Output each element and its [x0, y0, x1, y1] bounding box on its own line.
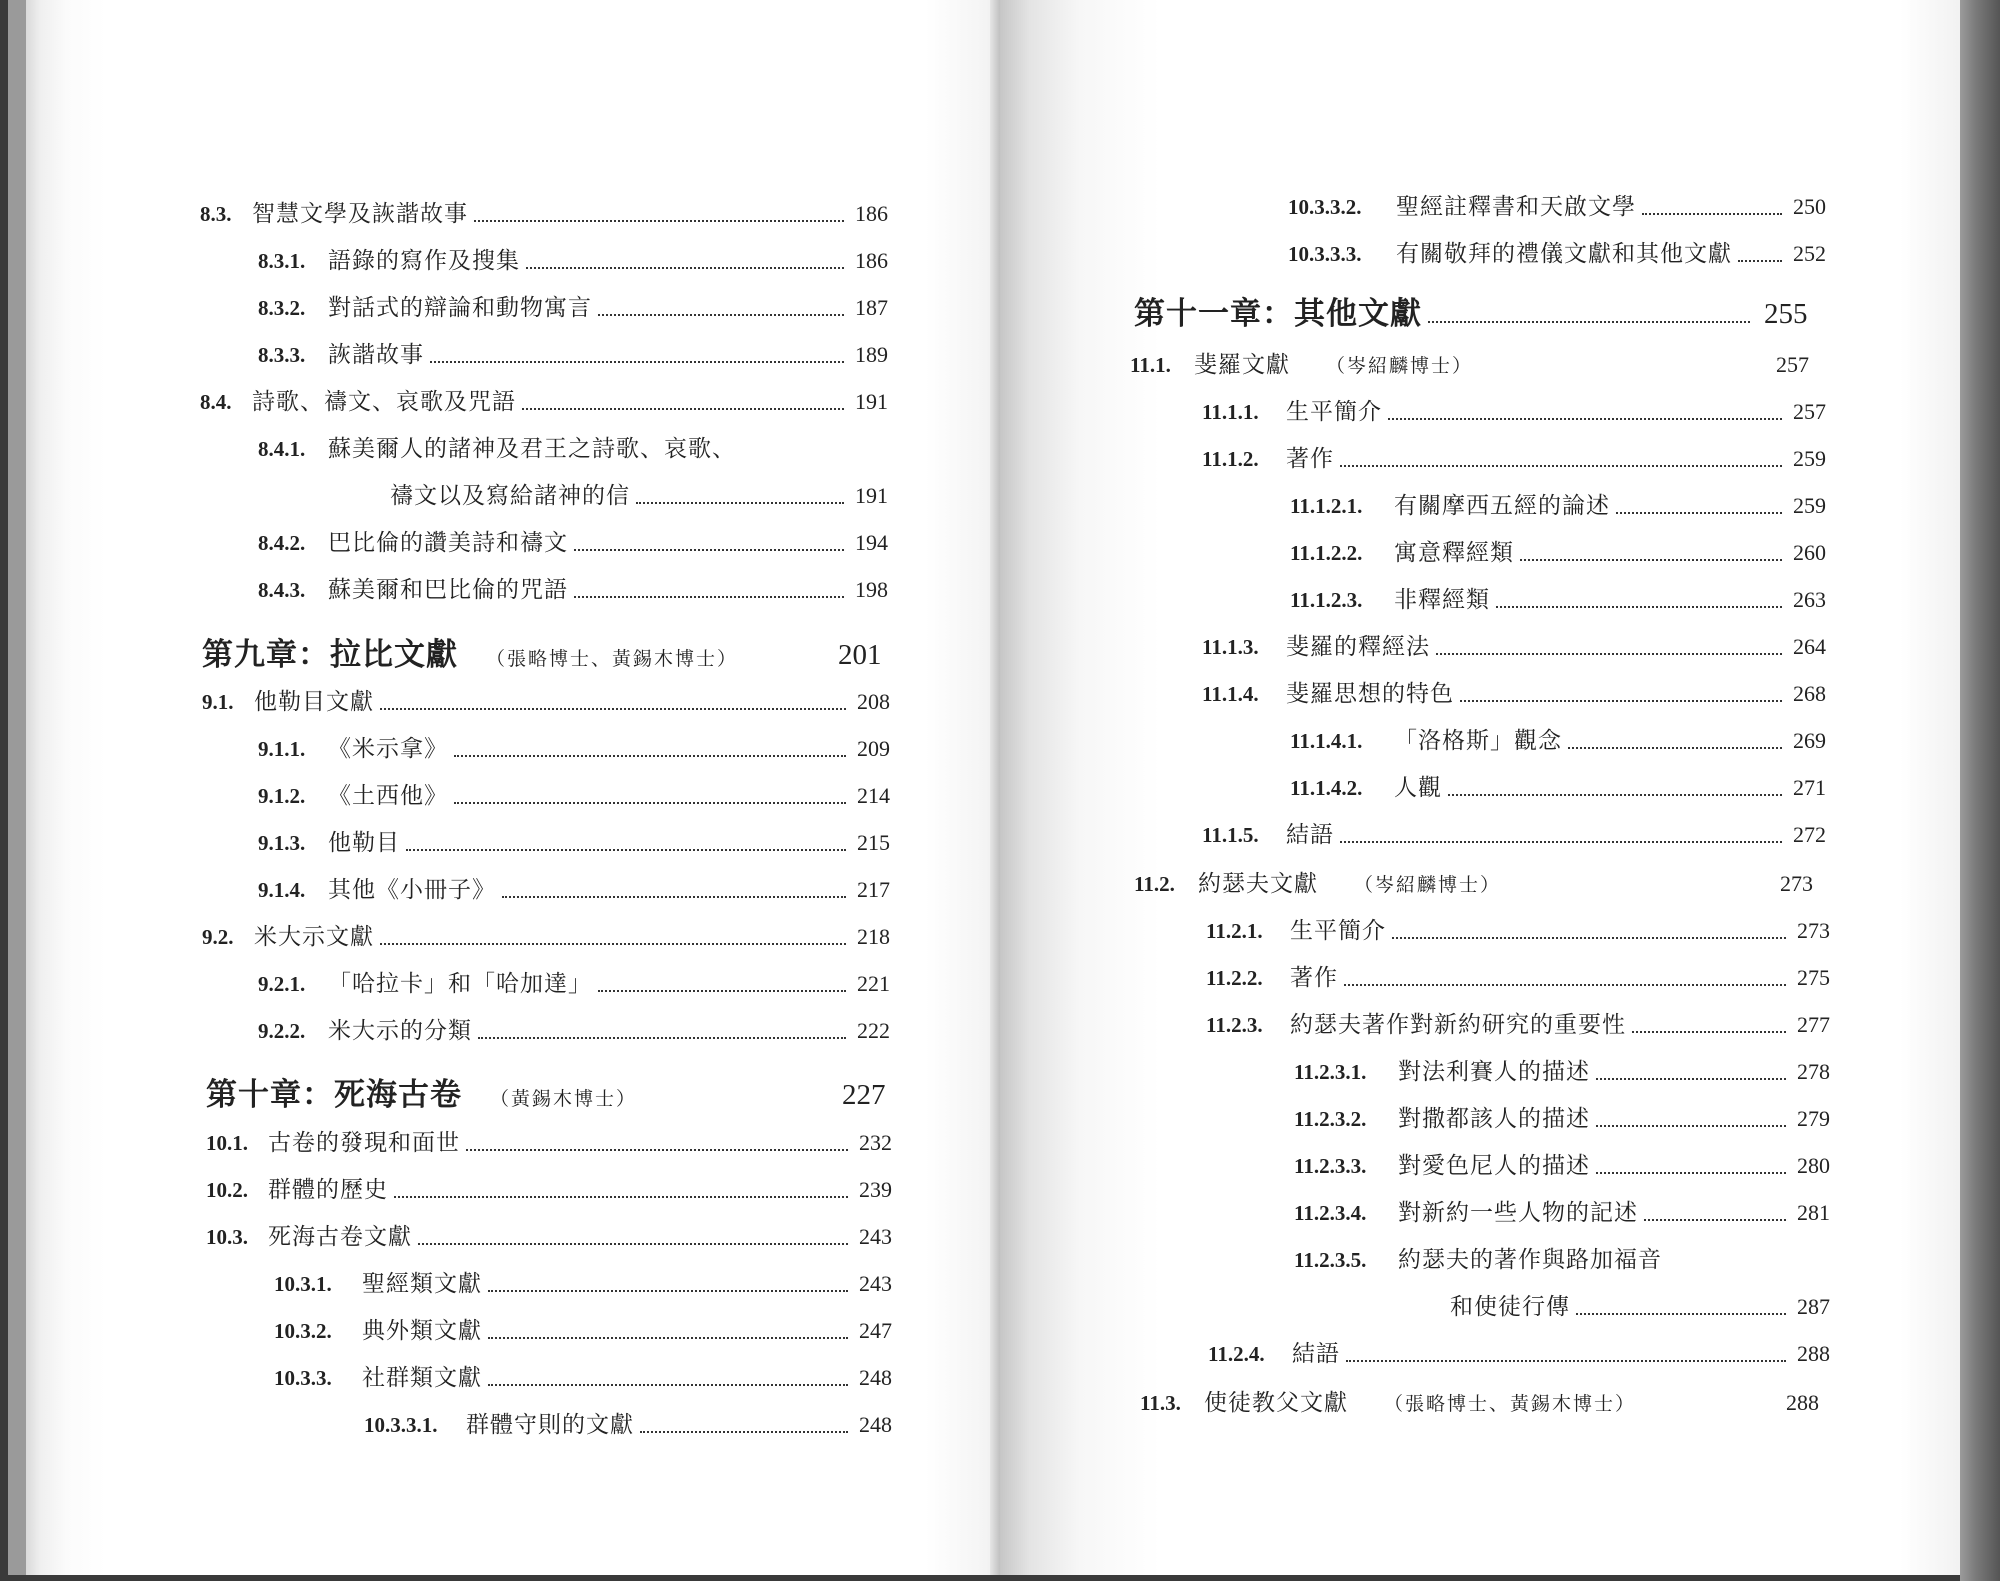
chapter-heading[interactable]: [206, 1072, 902, 1118]
toc-entry[interactable]: [274, 1314, 892, 1348]
toc-entry-title: 語錄的寫作及搜集: [328, 248, 520, 274]
leader-dots: [526, 267, 844, 269]
section-page: 257: [1776, 352, 1809, 377]
toc-entry-page: 257: [1793, 399, 1826, 424]
toc-entry[interactable]: [258, 779, 890, 813]
toc-entry[interactable]: [258, 573, 888, 607]
toc-entry[interactable]: [1206, 961, 1830, 995]
toc-entry-title: 聖經類文獻: [362, 1271, 482, 1297]
toc-entry-number: 11.2.3.3.: [1294, 1154, 1367, 1178]
toc-entry[interactable]: [258, 526, 888, 560]
toc-entry-title: 禱文以及寫給諸神的信: [390, 483, 630, 509]
toc-entry-page: 269: [1793, 728, 1826, 753]
toc-entry-title: 蘇美爾人的諸神及君王之詩歌、哀歌、: [328, 436, 736, 462]
toc-entry-number: 10.3.: [206, 1225, 248, 1249]
toc-entry-title: 生平簡介: [1286, 399, 1382, 425]
toc-entry[interactable]: [258, 967, 890, 1001]
chapter-author: （黃錫木博士）: [490, 1088, 638, 1110]
toc-entry-title: 米大示的分類: [328, 1018, 472, 1044]
toc-entry-title: 他勒目文獻: [254, 689, 374, 715]
toc-entry-title: 寓意釋經類: [1394, 540, 1514, 566]
toc-entry-title: 其他《小冊子》: [328, 877, 496, 903]
toc-entry[interactable]: [202, 920, 890, 954]
leader-dots: [406, 849, 846, 851]
toc-entry-page: 277: [1797, 1012, 1830, 1037]
toc-entry-number: 11.1.5.: [1202, 823, 1259, 847]
toc-entry-number: 9.1.2.: [258, 784, 306, 808]
toc-entry-page: 273: [1797, 918, 1830, 943]
leader-dots: [574, 596, 844, 598]
toc-entry[interactable]: [258, 732, 890, 766]
toc-entry-title: 有關敬拜的禮儀文獻和其他文獻: [1396, 241, 1732, 267]
toc-entry-number: 8.4.2.: [258, 531, 306, 555]
toc-entry-number: 11.1.2.2.: [1290, 541, 1363, 565]
toc-entry[interactable]: [1288, 237, 1826, 271]
toc-entry-page: 243: [859, 1271, 892, 1296]
toc-entry-page: 208: [857, 689, 890, 714]
toc-entry-title: 《土西他》: [328, 783, 448, 809]
toc-entry-number: 8.3.3.: [258, 343, 306, 367]
toc-entry-number: 11.1.2.1.: [1290, 494, 1363, 518]
toc-entry-title: 蘇美爾和巴比倫的咒語: [328, 577, 568, 603]
section-heading[interactable]: [1134, 867, 1830, 901]
toc-entry-number: 11.2.4.: [1208, 1342, 1265, 1366]
toc-entry[interactable]: [1202, 630, 1826, 664]
toc-entry-title: 結語: [1286, 822, 1334, 848]
section-heading[interactable]: [1140, 1386, 1836, 1420]
toc-entry[interactable]: [258, 291, 888, 325]
toc-entry[interactable]: [1202, 818, 1826, 852]
toc-entry-title: 約瑟夫的著作與路加福音: [1398, 1247, 1662, 1273]
toc-entry[interactable]: [1294, 1055, 1830, 1089]
toc-entry-number: 9.1.: [202, 690, 234, 714]
leader-dots: [574, 549, 844, 551]
toc-entry-page: 198: [855, 577, 888, 602]
toc-entry-title: 對新約一些人物的記述: [1398, 1200, 1638, 1226]
toc-entry-number: 8.3.: [200, 202, 232, 226]
toc-entry[interactable]: [1202, 442, 1826, 476]
toc-entry-number: 10.3.2.: [274, 1319, 332, 1343]
leader-dots: [1460, 700, 1782, 702]
toc-entry-page: 252: [1793, 241, 1826, 266]
toc-entry-title: 《米示拿》: [328, 736, 448, 762]
chapter-page: 227: [842, 1079, 886, 1111]
toc-entry[interactable]: [1294, 1243, 1830, 1277]
toc-entry-title: 斐羅的釋經法: [1286, 634, 1430, 660]
leader-dots: [466, 1149, 848, 1151]
toc-entry-title: 和使徒行傳: [1450, 1294, 1570, 1320]
toc-entry-number: 8.4.: [200, 390, 232, 414]
toc-entry-title: 生平簡介: [1290, 918, 1386, 944]
toc-entry[interactable]: [258, 338, 888, 372]
section-author: （岑紹麟博士）: [1326, 355, 1474, 377]
toc-entry-title: 著作: [1290, 965, 1338, 991]
toc-entry-number: 8.3.1.: [258, 249, 306, 273]
chapter-author: （張略博士、黃錫木博士）: [486, 648, 739, 670]
toc-entry-page: 215: [857, 830, 890, 855]
chapter-title: 第九章：拉比文獻: [202, 637, 458, 673]
toc-entry[interactable]: [1208, 1337, 1830, 1371]
toc-entry-title: 他勒目: [328, 830, 400, 856]
toc-entry-number: 10.3.3.1.: [364, 1413, 438, 1437]
leader-dots: [1596, 1078, 1786, 1080]
leader-dots: [522, 408, 844, 410]
toc-entry-title: 群體守則的文獻: [466, 1412, 634, 1438]
leader-dots: [1632, 1031, 1786, 1033]
toc-entry-number: 8.4.1.: [258, 437, 306, 461]
toc-entry[interactable]: [1202, 395, 1826, 429]
toc-entry-number: 11.2.3.4.: [1294, 1201, 1367, 1225]
toc-entry-page: 186: [855, 248, 888, 273]
toc-entry-page: 263: [1793, 587, 1826, 612]
toc-entry-title: 聖經註釋書和天啟文學: [1396, 194, 1636, 220]
toc-entry-number: 11.1.1.: [1202, 400, 1259, 424]
toc-entry-title: 詩歌、禱文、哀歌及咒語: [252, 389, 516, 415]
toc-entry[interactable]: [390, 479, 888, 513]
toc-entry[interactable]: [200, 197, 888, 231]
toc-entry-page: 194: [855, 530, 888, 555]
toc-entry[interactable]: [1450, 1290, 1830, 1324]
section-page: 273: [1780, 871, 1813, 896]
toc-entry[interactable]: [1290, 489, 1826, 523]
toc-entry-page: 250: [1793, 194, 1826, 219]
toc-entry-page: 280: [1797, 1153, 1830, 1178]
toc-entry-page: 278: [1797, 1059, 1830, 1084]
section-number: 11.3.: [1140, 1391, 1181, 1415]
toc-entry[interactable]: [1294, 1196, 1830, 1230]
toc-entry-page: 247: [859, 1318, 892, 1343]
toc-entry-number: 11.1.3.: [1202, 635, 1259, 659]
toc-entry-page: 288: [1797, 1341, 1830, 1366]
toc-entry-title: 詼諧故事: [328, 342, 424, 368]
toc-entry[interactable]: [202, 685, 890, 719]
leader-dots: [488, 1337, 848, 1339]
toc-entry-number: 11.2.3.: [1206, 1013, 1263, 1037]
toc-entry-page: 268: [1793, 681, 1826, 706]
toc-entry[interactable]: [1290, 724, 1826, 758]
toc-entry-title: 有關摩西五經的論述: [1394, 493, 1610, 519]
toc-entry-number: 9.1.3.: [258, 831, 306, 855]
toc-entry[interactable]: [1290, 583, 1826, 617]
toc-entry-page: 248: [859, 1412, 892, 1437]
toc-entry[interactable]: [1290, 536, 1826, 570]
toc-entry[interactable]: [364, 1408, 892, 1442]
leader-dots: [478, 1037, 846, 1039]
leader-dots: [488, 1384, 848, 1386]
leader-dots: [380, 943, 846, 945]
toc-entry-number: 10.3.3.3.: [1288, 242, 1362, 266]
toc-entry-page: 232: [859, 1130, 892, 1155]
chapter-title: 第十章：死海古卷: [206, 1077, 462, 1113]
toc-entry-title: 古卷的發現和面世: [268, 1130, 460, 1156]
leader-dots: [394, 1196, 848, 1198]
toc-entry-number: 11.2.2.: [1206, 966, 1263, 990]
toc-entry-number: 11.2.3.5.: [1294, 1248, 1367, 1272]
toc-entry-page: 259: [1793, 446, 1826, 471]
toc-entry-number: 10.3.1.: [274, 1272, 332, 1296]
leader-dots: [1642, 213, 1782, 215]
leader-dots: [636, 502, 844, 504]
toc-entry[interactable]: [1294, 1149, 1830, 1183]
toc-entry-page: 275: [1797, 965, 1830, 990]
toc-entry-title: 智慧文學及詼諧故事: [252, 201, 468, 227]
toc-entry[interactable]: [206, 1220, 892, 1254]
toc-entry-number: 10.3.3.2.: [1288, 195, 1362, 219]
toc-entry-page: 189: [855, 342, 888, 367]
toc-entry-title: 非釋經類: [1394, 587, 1490, 613]
toc-entry-title: 巴比倫的讚美詩和禱文: [328, 530, 568, 556]
leader-dots: [488, 1290, 848, 1292]
toc-entry-page: 186: [855, 201, 888, 226]
toc-entry-title: 對話式的辯論和動物寓言: [328, 295, 592, 321]
chapter-title: 第十一章：其他文獻: [1134, 296, 1422, 332]
toc-entry-number: 9.2.: [202, 925, 234, 949]
toc-entry-number: 11.1.4.2.: [1290, 776, 1363, 800]
toc-entry[interactable]: [258, 826, 890, 860]
leader-dots: [1596, 1125, 1786, 1127]
leader-dots: [430, 361, 844, 363]
toc-entry-number: 11.2.3.1.: [1294, 1060, 1367, 1084]
toc-entry-number: 8.4.3.: [258, 578, 306, 602]
leader-dots: [1340, 465, 1782, 467]
section-heading[interactable]: [1130, 348, 1826, 382]
section-author: （張略博士、黃錫木博士）: [1384, 1393, 1637, 1415]
toc-entry-title: 約瑟夫著作對新約研究的重要性: [1290, 1012, 1626, 1038]
toc-entry[interactable]: [258, 873, 890, 907]
toc-entry[interactable]: [1202, 677, 1826, 711]
chapter-heading[interactable]: [1134, 291, 1824, 337]
leader-dots: [502, 896, 846, 898]
leader-dots: [598, 314, 844, 316]
toc-entry-title: 對愛色尼人的描述: [1398, 1153, 1590, 1179]
leader-dots: [454, 755, 846, 757]
leader-dots: [1576, 1313, 1786, 1315]
toc-entry-page: 222: [857, 1018, 890, 1043]
toc-entry-title: 死海古卷文獻: [268, 1224, 412, 1250]
toc-entry-page: 239: [859, 1177, 892, 1202]
leader-dots: [1436, 653, 1782, 655]
toc-entry-page: 272: [1793, 822, 1826, 847]
toc-entry-page: 191: [855, 389, 888, 414]
toc-entry-title: 典外類文獻: [362, 1318, 482, 1344]
leader-dots: [598, 990, 846, 992]
toc-entry-title: 對法利賽人的描述: [1398, 1059, 1590, 1085]
leader-dots: [1568, 747, 1782, 749]
leader-dots: [1428, 321, 1750, 323]
toc-entry-page: 264: [1793, 634, 1826, 659]
chapter-heading[interactable]: [202, 632, 898, 678]
toc-entry-title: 米大示文獻: [254, 924, 374, 950]
toc-entry-page: 259: [1793, 493, 1826, 518]
leader-dots: [1596, 1172, 1786, 1174]
section-page: 288: [1786, 1390, 1819, 1415]
leader-dots: [380, 708, 846, 710]
toc-entry-number: 11.2.3.2.: [1294, 1107, 1367, 1131]
leader-dots: [418, 1243, 848, 1245]
chapter-page: 201: [838, 639, 882, 671]
toc-entry[interactable]: [1206, 1008, 1830, 1042]
toc-entry-number: 9.1.4.: [258, 878, 306, 902]
toc-entry-page: 221: [857, 971, 890, 996]
toc-entry-page: 243: [859, 1224, 892, 1249]
toc-entry[interactable]: [200, 385, 888, 419]
toc-entry-number: 11.1.4.: [1202, 682, 1259, 706]
toc-entry[interactable]: [258, 432, 888, 466]
toc-entry[interactable]: [1290, 771, 1826, 805]
toc-entry[interactable]: [206, 1126, 892, 1160]
toc-entry[interactable]: [274, 1361, 892, 1395]
toc-entry-title: 人觀: [1394, 775, 1442, 801]
leader-dots: [1496, 606, 1782, 608]
toc-entry-number: 10.1.: [206, 1131, 248, 1155]
toc-entry-page: 218: [857, 924, 890, 949]
toc-entry-title: 社群類文獻: [362, 1365, 482, 1391]
toc-entry-page: 279: [1797, 1106, 1830, 1131]
section-title: 使徒教父文獻: [1204, 1390, 1348, 1416]
section-title: 斐羅文獻: [1194, 352, 1290, 378]
toc-entry-title: 斐羅思想的特色: [1286, 681, 1454, 707]
toc-entry-page: 260: [1793, 540, 1826, 565]
toc-entry-title: 「哈拉卡」和「哈加達」: [328, 971, 592, 997]
leader-dots: [640, 1431, 848, 1433]
toc-entry-page: 209: [857, 736, 890, 761]
toc-entry-number: 11.2.1.: [1206, 919, 1263, 943]
section-number: 11.2.: [1134, 872, 1175, 896]
toc-entry-title: 對撒都該人的描述: [1398, 1106, 1590, 1132]
toc-entry-title: 「洛格斯」觀念: [1394, 728, 1562, 754]
section-author: （岑紹麟博士）: [1354, 874, 1502, 896]
toc-entry-number: 9.2.2.: [258, 1019, 306, 1043]
toc-entry-number: 11.1.2.3.: [1290, 588, 1363, 612]
leader-dots: [1392, 937, 1786, 939]
leader-dots: [1520, 559, 1782, 561]
toc-entry-number: 11.1.2.: [1202, 447, 1259, 471]
leader-dots: [1448, 794, 1782, 796]
leader-dots: [1738, 260, 1782, 262]
toc-entry-page: 187: [855, 295, 888, 320]
leader-dots: [454, 802, 846, 804]
toc-entry-page: 214: [857, 783, 890, 808]
toc-entry[interactable]: [274, 1267, 892, 1301]
leader-dots: [1346, 1360, 1786, 1362]
toc-entry-number: 11.1.4.1.: [1290, 729, 1363, 753]
leader-dots: [1340, 841, 1782, 843]
toc-entry-page: 191: [855, 483, 888, 508]
toc-entry[interactable]: [1206, 914, 1830, 948]
toc-entry-title: 著作: [1286, 446, 1334, 472]
section-title: 約瑟夫文獻: [1198, 871, 1318, 897]
toc-entry-number: 10.2.: [206, 1178, 248, 1202]
toc-entry-page: 248: [859, 1365, 892, 1390]
chapter-page: 255: [1764, 298, 1808, 330]
leader-dots: [1344, 984, 1786, 986]
toc-entry-title: 群體的歷史: [268, 1177, 388, 1203]
page-edge: [1960, 0, 2000, 1581]
leader-dots: [474, 220, 844, 222]
toc-entry-page: 281: [1797, 1200, 1830, 1225]
toc-entry-number: 9.1.1.: [258, 737, 306, 761]
leader-dots: [1388, 418, 1782, 420]
toc-entry-page: 271: [1793, 775, 1826, 800]
toc-entry-page: 217: [857, 877, 890, 902]
section-number: 11.1.: [1130, 353, 1171, 377]
toc-entry[interactable]: [258, 244, 888, 278]
toc-entry-number: 8.3.2.: [258, 296, 306, 320]
toc-entry[interactable]: [206, 1173, 892, 1207]
toc-entry[interactable]: [1294, 1102, 1830, 1136]
leader-dots: [1644, 1219, 1786, 1221]
toc-entry-title: 結語: [1292, 1341, 1340, 1367]
toc-entry[interactable]: [1288, 190, 1826, 224]
toc-entry-number: 9.2.1.: [258, 972, 306, 996]
leader-dots: [1616, 512, 1782, 514]
toc-entry-number: 10.3.3.: [274, 1366, 332, 1390]
toc-entry[interactable]: [258, 1014, 890, 1048]
toc-entry-page: 287: [1797, 1294, 1830, 1319]
